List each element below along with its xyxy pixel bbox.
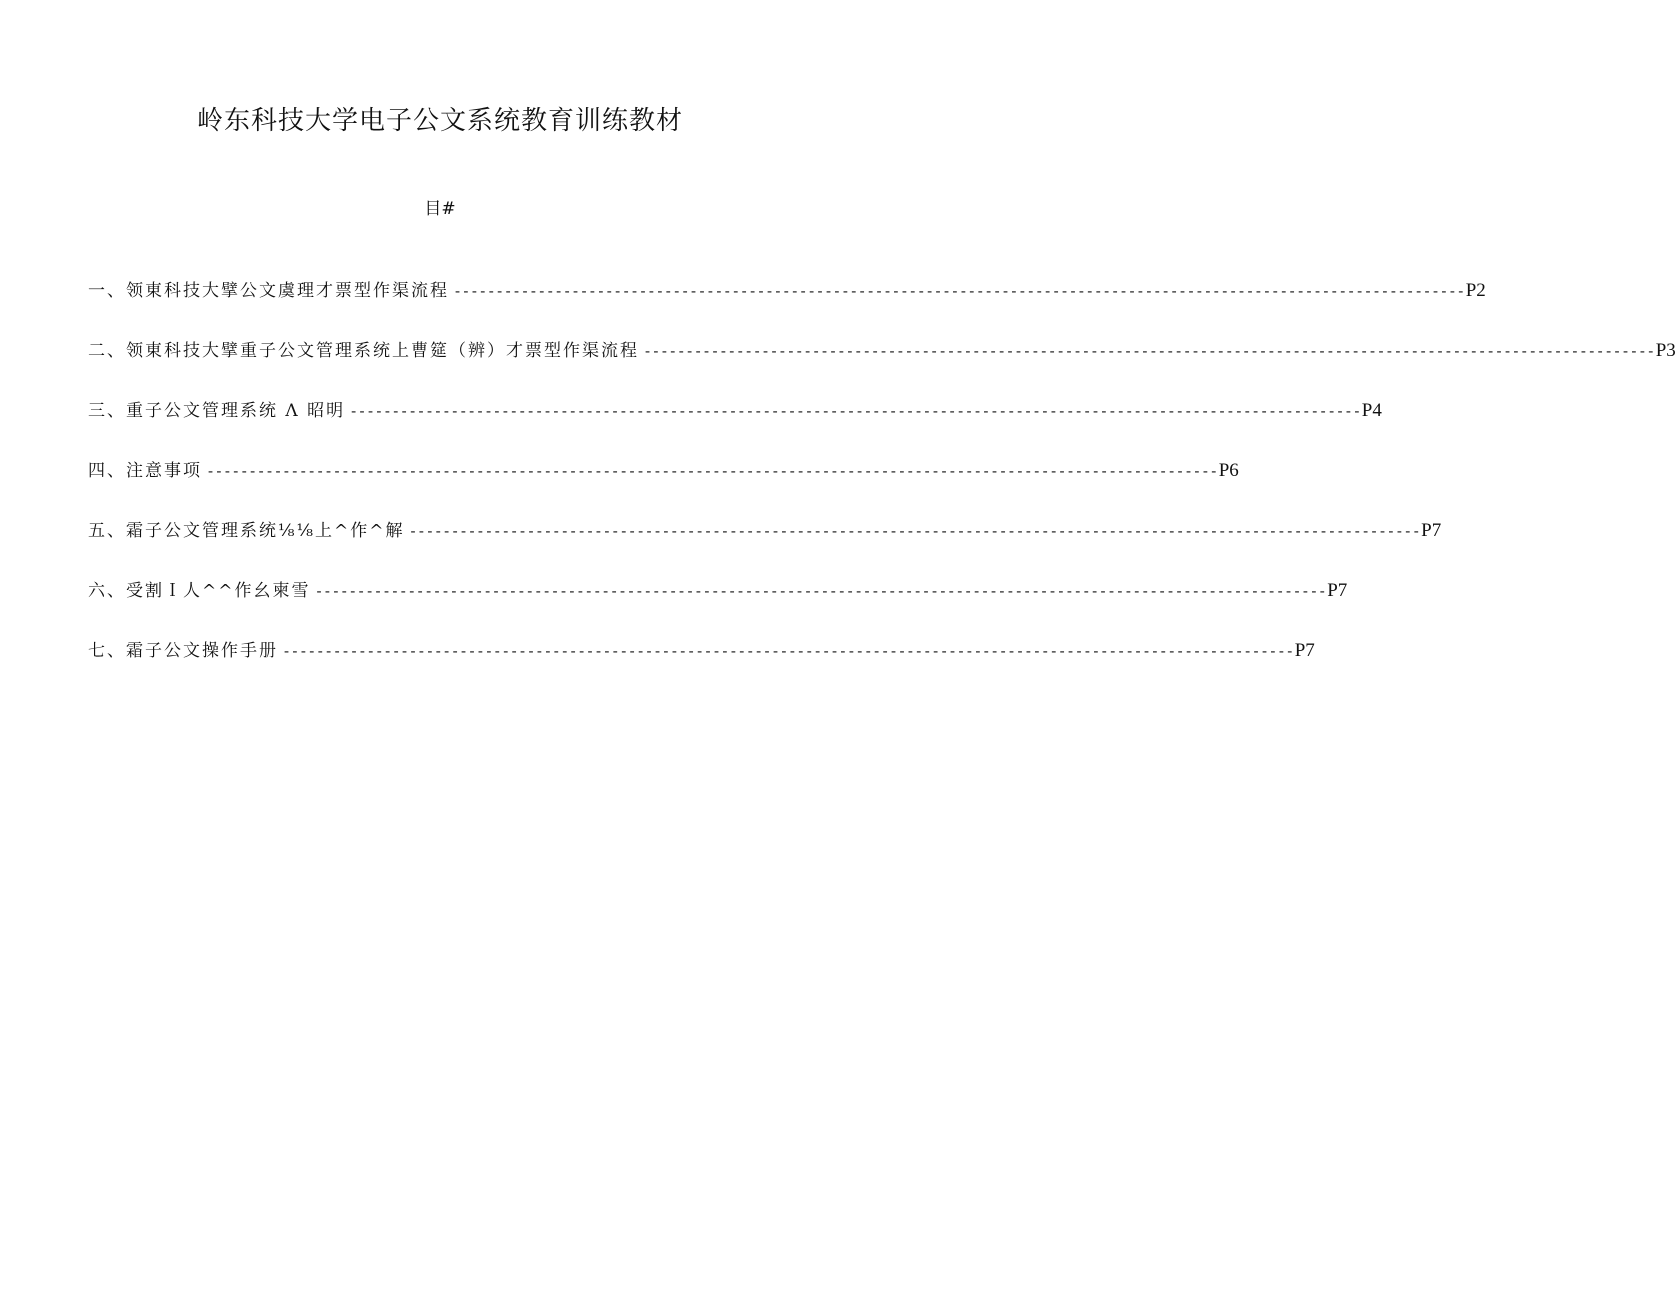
toc-entry [88,456,1239,516]
toc-heading: 目# [424,199,456,219]
toc-entry-label: 四、注意事项 [88,461,202,481]
toc-entry-page: P7 [1421,520,1442,541]
toc-entry-label: 七、霜子公文操作手册 [88,641,278,661]
toc-entry-page: P2 [1465,280,1486,301]
toc-entry-page: P3 [1655,340,1676,361]
toc-leader-dashes: ------------------------------------------------------------------------------------------------------------------------ [453,282,1465,300]
toc-entry-label: 一、领東科技大擘公文虞理才票型作渠流程 [88,281,449,301]
toc-entry-page: P4 [1361,400,1382,421]
toc-entry-label: 五、霜子公文管理系统⅛⅛上^作^解 [88,521,405,541]
toc-leader-dashes: ------------------------------------------------------------------------------------------------------------------------ [349,402,1361,420]
document-title: 岭东科技大学电子公文系统教育训练教材 [196,106,683,136]
toc-entry-page: P6 [1218,460,1239,481]
toc-entry [88,336,1676,396]
toc-entry-page: P7 [1294,640,1315,661]
toc-leader-dashes: ------------------------------------------------------------------------------------------------------------------------ [206,462,1218,480]
toc-leader-dashes: ------------------------------------------------------------------------------------------------------------------------ [314,582,1327,600]
toc-entry [88,516,1442,576]
table-of-contents [88,276,1676,696]
toc-entry-label: 三、重子公文管理系统 Λ 昭明 [88,401,346,421]
toc-entry [88,636,1315,696]
toc-entry-page: P7 [1327,580,1348,601]
toc-entry-label: 二、领東科技大擘重子公文管理系统上曹筵（辨）才票型作渠流程 [88,341,639,361]
toc-entry [88,396,1382,456]
toc-leader-dashes: ------------------------------------------------------------------------------------------------------------------------ [643,342,1655,360]
toc-entry-label: 六、受割Ｉ人^^作幺柬雪 [88,581,311,601]
toc-leader-dashes: ------------------------------------------------------------------------------------------------------------------------ [408,522,1421,540]
toc-entry [88,576,1348,636]
toc-leader-dashes: ------------------------------------------------------------------------------------------------------------------------ [282,642,1294,660]
toc-entry [88,276,1486,336]
